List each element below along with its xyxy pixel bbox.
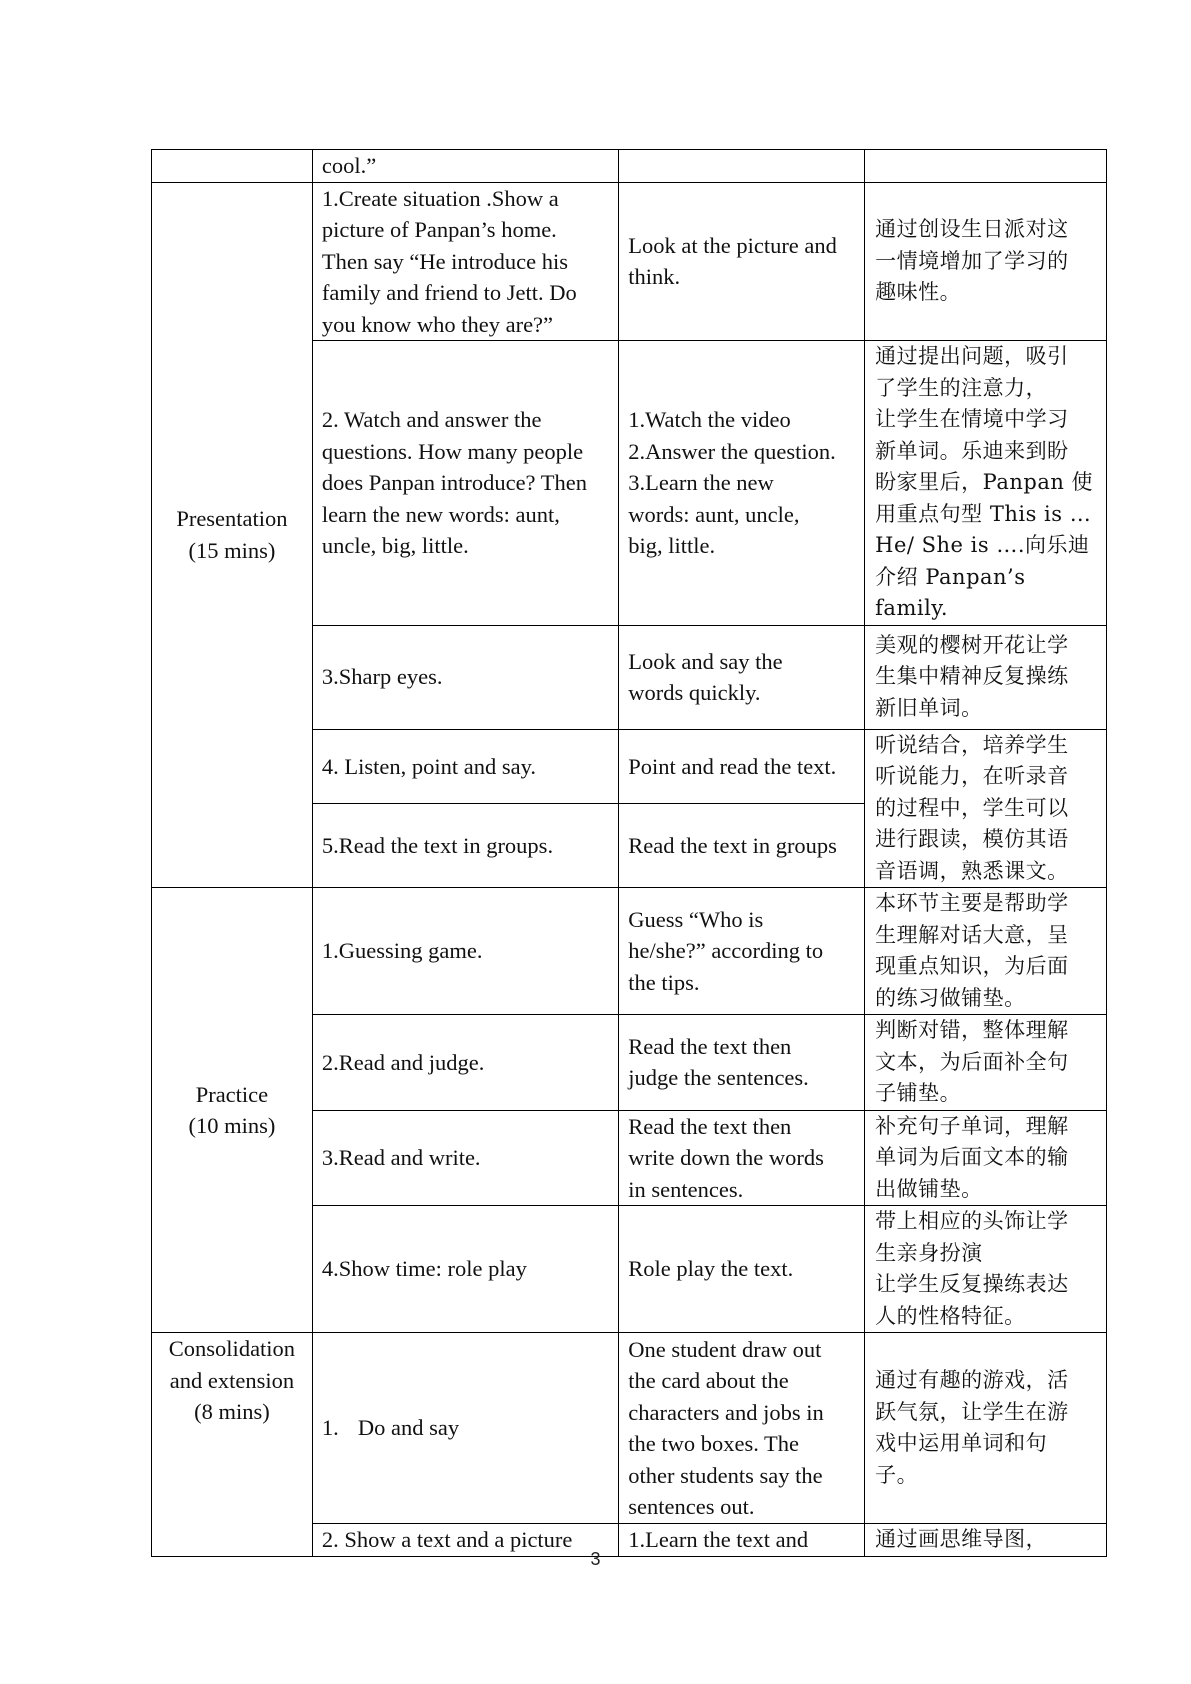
student-activity-line: Look and say the: [628, 648, 783, 674]
teacher-activity-line: 5.Read the text in groups.: [321, 832, 554, 858]
purpose-line: 盼家里后，Panpan 使: [875, 470, 1094, 494]
student-activity-line: Guess “Who is: [628, 906, 764, 932]
purpose-line: 戏中运用单词和句: [875, 1431, 1048, 1455]
stage-cell-presentation: [152, 182, 313, 888]
student-activity-line: Read the text in groups: [628, 832, 837, 858]
purpose-line: 子铺垫。: [875, 1081, 962, 1105]
purpose-line: 现重点知识，为后面: [875, 954, 1069, 978]
teacher-activity-line: 1.Create situation .Show a: [321, 185, 559, 211]
purpose-cell: [865, 729, 1107, 888]
purpose-line: 的过程中，学生可以: [875, 795, 1069, 820]
purpose-line: 听说结合，培养学生: [875, 732, 1069, 757]
student-activity-cell: [619, 150, 865, 183]
purpose-line: 进行跟读，模仿其语: [875, 827, 1069, 851]
purpose-line: 新旧单词。: [875, 695, 983, 720]
stage-cell-practice: [152, 888, 313, 1333]
table-row: [152, 182, 1107, 341]
lesson-plan-table: [151, 149, 1107, 1557]
student-activity-line: Role play the text.: [628, 1256, 794, 1282]
table-row: [152, 888, 1107, 1015]
purpose-line: 通过提出问题，吸引: [875, 344, 1069, 368]
teacher-activity-line: picture of Panpan’s home.: [321, 217, 557, 242]
teacher-activity-line: uncle, big, little.: [321, 533, 469, 558]
purpose-line: 生理解对话大意，呈: [875, 922, 1069, 947]
student-activity-cell: [619, 625, 865, 729]
purpose-cell: [865, 888, 1107, 1015]
purpose-line: 一情境增加了学习的: [875, 248, 1069, 273]
student-activity-line: he/she?” according to: [628, 938, 824, 964]
stage-name: and extension: [169, 1367, 295, 1393]
student-activity-line: write down the words: [628, 1145, 824, 1170]
student-activity-line: think.: [628, 264, 681, 290]
student-activity-line: big, little.: [628, 533, 716, 558]
student-activity-cell: [619, 888, 865, 1015]
student-activity-line: characters and jobs in: [628, 1399, 824, 1425]
purpose-line: 子。: [875, 1462, 919, 1487]
teacher-activity-line: 2. Show a text and a picture: [321, 1527, 573, 1552]
teacher-activity-line: questions. How many people: [321, 438, 584, 464]
purpose-cell: [865, 1110, 1107, 1206]
student-activity-line: Look at the picture and: [628, 232, 837, 258]
purpose-cell: [865, 1015, 1107, 1111]
purpose-line: 文本，为后面补全句: [875, 1049, 1069, 1074]
stage-duration: (15 mins): [188, 537, 276, 563]
student-activity-line: other students say the: [628, 1462, 823, 1488]
student-activity-line: judge the sentences.: [628, 1065, 809, 1091]
teacher-activity-cell: [312, 888, 618, 1015]
teacher-activity-cell: [312, 1206, 618, 1333]
student-activity-cell: [619, 729, 865, 804]
teacher-activity-cell: [312, 729, 618, 804]
teacher-activity-cell: [312, 341, 618, 626]
purpose-line: 补充句子单词，理解: [875, 1113, 1069, 1138]
purpose-line: 用重点句型 This is …: [875, 501, 1092, 526]
student-activity-cell: [619, 1333, 865, 1524]
purpose-line: 人的性格特征。: [875, 1303, 1026, 1328]
purpose-line: 通过有趣的游戏，活: [875, 1368, 1069, 1392]
student-activity-line: 2.Answer the question.: [628, 438, 836, 464]
purpose-line: 单词为后面文本的输: [875, 1145, 1069, 1169]
student-activity-line: words: aunt, uncle,: [628, 501, 800, 527]
teacher-activity-line: family and friend to Jett. Do: [321, 280, 577, 305]
teacher-activity-cell: [312, 625, 618, 729]
purpose-line: 生集中精神反复操练: [875, 664, 1069, 689]
student-activity-line: sentences out.: [628, 1494, 755, 1519]
teacher-activity-line: 4.Show time: role play: [321, 1256, 527, 1282]
student-activity-line: the two boxes. The: [628, 1431, 800, 1456]
purpose-line: 生亲身扮演: [875, 1240, 983, 1265]
teacher-activity-line: 3.Sharp eyes.: [321, 664, 443, 690]
purpose-line: 听说能力，在听录音: [875, 764, 1069, 788]
student-activity-line: words quickly.: [628, 680, 761, 705]
teacher-activity-line: 4. Listen, point and say.: [321, 753, 536, 779]
page-number: 3: [590, 1549, 601, 1569]
purpose-line: 的练习做铺垫。: [875, 985, 1026, 1010]
student-activity-cell: [619, 182, 865, 341]
stage-duration: (10 mins): [188, 1113, 276, 1138]
teacher-activity-cell: [312, 150, 618, 183]
student-activity-line: One student draw out: [628, 1336, 822, 1362]
purpose-line: 带上相应的头饰让学: [875, 1209, 1069, 1233]
student-activity-line: Point and read the text.: [628, 753, 837, 779]
purpose-line: 趣味性。: [875, 280, 962, 304]
stage-name: Consolidation: [168, 1336, 296, 1361]
purpose-line: 出做铺垫。: [875, 1176, 983, 1201]
purpose-line: 介绍 Panpan’s family.: [875, 564, 1026, 620]
stage-duration: (8 mins): [194, 1399, 270, 1424]
purpose-cell: [865, 150, 1107, 183]
teacher-activity-line: Then say “He introduce his: [321, 248, 569, 274]
table-row: [152, 1333, 1107, 1524]
purpose-line: 让学生在情境中学习: [875, 407, 1069, 431]
teacher-activity-line: does Panpan introduce? Then: [321, 470, 587, 495]
table-row: [152, 150, 1107, 183]
teacher-activity-line: 1.Guessing game.: [321, 938, 483, 964]
purpose-line: 通过创设生日派对这: [875, 217, 1069, 241]
purpose-cell: [865, 182, 1107, 341]
purpose-line: 跃气氛，让学生在游: [875, 1399, 1069, 1424]
teacher-activity-cell: [312, 1333, 618, 1524]
teacher-activity-line: cool.”: [321, 153, 377, 178]
purpose-cell: [865, 1333, 1107, 1524]
student-activity-line: Read the text then: [628, 1113, 792, 1139]
stage-name: Practice: [195, 1081, 269, 1107]
student-activity-line: Read the text then: [628, 1033, 792, 1059]
purpose-line: 音语调，熟悉课文。: [875, 858, 1069, 883]
purpose-cell: [865, 341, 1107, 626]
student-activity-line: in sentences.: [628, 1176, 744, 1202]
purpose-cell: [865, 1206, 1107, 1333]
teacher-activity-cell: [312, 182, 618, 341]
list-number: 1.: [321, 1415, 339, 1441]
student-activity-line: the tips.: [628, 969, 700, 995]
student-activity-line: 1.Learn the text and: [628, 1527, 809, 1552]
purpose-line: 美观的樱树开花让学: [875, 632, 1069, 657]
student-activity-cell: [619, 1015, 865, 1111]
teacher-activity-line: learn the new words: aunt,: [321, 501, 560, 527]
stage-name: Presentation: [176, 506, 288, 532]
purpose-line: 本环节主要是帮助学: [875, 891, 1069, 915]
purpose-line: 新单词。乐迪来到盼: [875, 438, 1069, 463]
teacher-activity-line: Do and say: [357, 1415, 460, 1441]
stage-cell-consolidation: [152, 1333, 313, 1557]
purpose-line: 让学生反复操练表达: [875, 1272, 1069, 1296]
student-activity-cell: [619, 1206, 865, 1333]
teacher-activity-cell: [312, 804, 618, 888]
purpose-cell: [865, 625, 1107, 729]
purpose-line: 通过画思维导图，: [875, 1527, 1048, 1551]
student-activity-line: 1.Watch the video: [628, 407, 791, 432]
purpose-line: 判断对错，整体理解: [875, 1018, 1069, 1042]
student-activity-line: the card about the: [628, 1368, 789, 1393]
stage-cell-empty: [152, 150, 313, 183]
purpose-line: 了学生的注意力，: [875, 375, 1048, 400]
purpose-line: He/ She is ….向乐迪: [875, 533, 1090, 557]
student-activity-cell: [619, 1110, 865, 1206]
teacher-activity-line: 3.Read and write.: [321, 1145, 481, 1170]
teacher-activity-line: 2.Read and judge.: [321, 1049, 485, 1075]
teacher-activity-cell: [312, 1015, 618, 1111]
teacher-activity-line: 2. Watch and answer the: [321, 407, 542, 432]
student-activity-cell: [619, 341, 865, 626]
student-activity-line: 3.Learn the new: [628, 470, 774, 495]
student-activity-cell: [619, 804, 865, 888]
teacher-activity-cell: [312, 1110, 618, 1206]
teacher-activity-line: you know who they are?”: [321, 311, 554, 337]
